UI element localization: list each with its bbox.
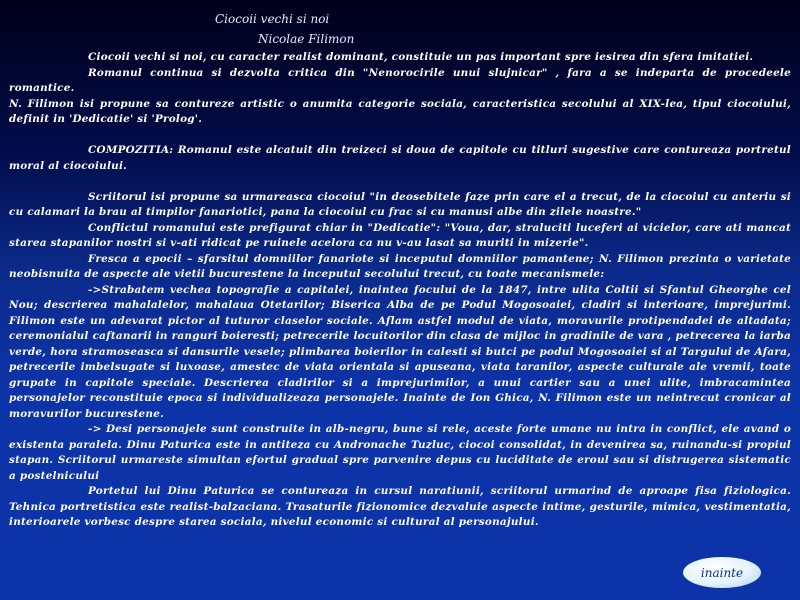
paragraph-conflict: Conflictul romanului este prefigurat chiar in "Dedicatie": "Voua, dar, straluciti luceferi ai vicielor, care ati mancat starea stapanilor nostri si v-ati ridicat pe ruinele acelora ca nu v-au lasat sa muriti in mizerie". [9,221,791,249]
paragraph-phases: Scriitorul isi propune sa urmareasca ciocoiul "in deosebitele faze prin care el a trecut, de la ciocoiul cu anteriu si cu calamari la brau al timpilor fanariotici, pana la ciocoiul cu frac si cu manusi albe din zilele noastre." [9,190,791,218]
next-button-label: inainte [700,565,744,580]
paragraph-topography: ->Strabatem vechea topografie a capitalei, inaintea focului de la 1847, intre ulita Coltii si Sfantul Gheorghe cel Nou; descrierea mahalalelor, mahalaua Otetarilor; Biserica Alba de pe Podul Mogosoaiei, cladiri si interioare, imprejurimi. Filimon este un adevarat pictor al tuturor claselor sociale. Aflam astfel modul de viata, moravurile protipendadei de altadata; ceremonialul caftanarii in ranguri boieresti; petrecerile locuitorilor din clasa de mijloc in gradinile de vara , petrecerea la iarba verde, hora stramoseasca si dansurile vesele; plimbarea boierilor in calesti si butci pe podul Mogosoaiei si al Targului de Afara, petrecerile imbelsugate si luxoase, amestec de viata orientala si apuseana, viata taranilor, aspecte culturale ale vremii, toate grupate in capitole speciale. Descrierea cladirilor si a imprejurimilor, a unui cartier sau a unei ulite, imbracamintea personajelor reconstituie epoca si individualizeaza personajele. Inainte de Ion Ghica, N. Filimon este un neintrecut cronicar al moravurilor bucurestene. [9,283,791,420]
slide-author: Nicolae Filimon [258,32,355,46]
paragraph-romantic: Romanul continua si dezvolta critica din "Nenorocirile unui slujnicar" , fara a se indeparta de procedeele romantice. [9,66,791,94]
slide-title: Ciocoii vechi si noi [215,12,330,26]
paragraph-characters: -> Desi personajele sunt construite in alb-negru, bune si rele, aceste forte umane nu intra in conflict, ele avand o existenta paralela. Dinu Paturica este in antiteza cu Andronache Tuzluc, ciocoi consolidat, in devenirea sa, ruinandu-si propiul stapan. Scriitorul urmareste simultan efortul gradual spre parvenire depus cu luciditate de eroul sau si distrugerea sistematic a postelnicului [9,423,791,482]
paragraph-purpose: N. Filimon isi propune sa contureze artistic o anumita categorie sociala, caracteristica secolului al XIX-lea, tipul ciocoiului, definit in 'Dedicatie' si 'Prolog'. [9,97,791,125]
spacer [9,174,791,190]
paragraph-composition: COMPOZITIA: Romanul este alcatuit din treizeci si doua de capitole cu titluri sugestive care contureaza portretul moral al ciocoiului. [9,144,791,172]
spacer [9,128,791,144]
paragraph-fresco: Fresca a epocii – sfarsitul domniilor fanariote si inceputul domniilor pamantene; N. Filimon prezinta o varietate neobisnuita de aspecte ale vietii bucurestene la inceputul secolului trecut, cu toate mecanismele: [9,252,791,280]
paragraph-intro: Ciocoii vechi si noi, cu caracter realist dominant, constituie un pas important spre iesirea din sfera imitatiei. [88,51,754,63]
next-slide-button[interactable] [683,557,761,588]
paragraph-portrait: Portetul lui Dinu Paturica se contureaza in cursul naratiunii, scriitorul urmarind de aproape fisa fiziologica. Tehnica portretistica este realist-balzaciana. Trasaturile fizionomice dezvaluie aspecte intime, gesturile, mimica, vestimentatia, interioarele vorbesc despre starea sociala, nivelul economic si cultural al personajului. [9,485,791,528]
slide-body [9,50,791,531]
